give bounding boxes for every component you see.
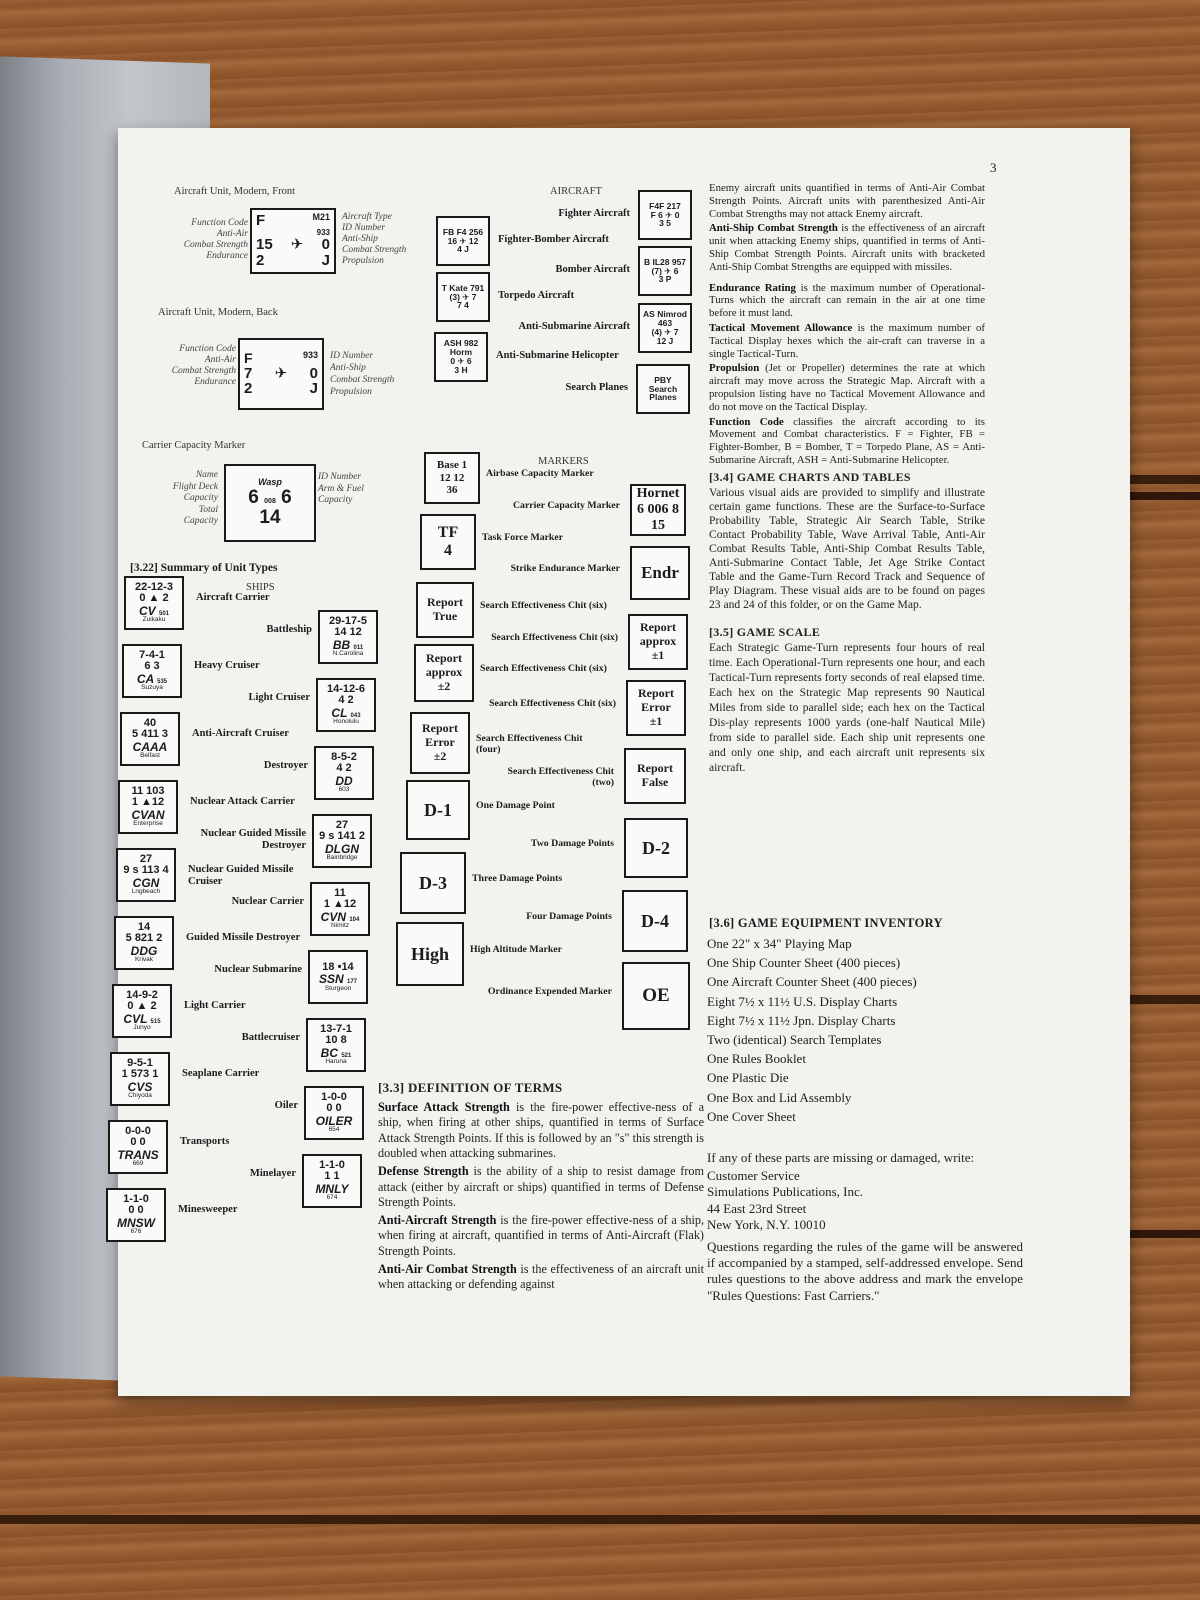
- marker-label: Four Damage Points: [526, 911, 612, 922]
- marker-label: Search Effectiveness Chit (two): [507, 766, 614, 788]
- aircraft-type-label: Search Planes: [565, 382, 628, 393]
- counter-line: N.Carolina: [332, 650, 364, 658]
- front-right-labels: Aircraft Type ID Number Anti-Ship Combat Strength Propulsion: [342, 212, 407, 266]
- marker-counter: Hornet 6 006 8 15: [630, 484, 686, 536]
- counter-line: BB 011: [332, 637, 364, 652]
- counter-line: PBY: [654, 374, 672, 385]
- counter-id: 177: [347, 979, 358, 986]
- back-diagram-title: Aircraft Unit, Modern, Back: [158, 307, 278, 318]
- ship-counter: [112, 984, 172, 1038]
- marker-label: Carrier Capacity Marker: [512, 500, 620, 511]
- front-diagram-title: Aircraft Unit, Modern, Front: [174, 186, 296, 197]
- counter-line: 12 J: [656, 335, 674, 346]
- counter-line: 1 1: [324, 1170, 340, 1183]
- counter-line: CA 535: [136, 671, 168, 686]
- counter-line: Belfast: [140, 752, 160, 760]
- counter-line: 3 H: [454, 364, 468, 375]
- counter-line: 0-0-0: [125, 1124, 151, 1137]
- counter-line: CGN: [132, 875, 160, 890]
- marker-label: Search Effectiveness Chit (four): [476, 733, 583, 755]
- carrier-right-labels: ID Number Arm & Fuel Capacity: [318, 472, 364, 505]
- marker-label: Search Effectiveness Chit (six): [489, 698, 616, 709]
- ship-type-label: Battlecruiser: [241, 1032, 300, 1043]
- counter-line: DLGN: [325, 841, 359, 856]
- counter-line: 22-12-3: [135, 580, 173, 593]
- back-left-labels: Function Code Anti-Air Combat Strength Endurance: [171, 344, 236, 387]
- counter-id: 515: [150, 1018, 161, 1025]
- counter-line: ASH 982 Horm: [443, 338, 479, 358]
- counter-line: 0 0: [326, 1102, 342, 1115]
- inventory-heading: [3.6] GAME EQUIPMENT INVENTORY: [709, 916, 943, 930]
- counter-line: 4 2: [336, 762, 352, 775]
- ship-type-label: Aircraft Carrier: [196, 592, 270, 603]
- ship-counter: [108, 1120, 168, 1174]
- counter-line: CVS: [127, 1079, 153, 1094]
- counter-line: 0 ▲ 2: [139, 592, 169, 605]
- counter-line: 13-7-1: [320, 1022, 352, 1035]
- counter-line: 8-5-2: [331, 750, 357, 763]
- marker-label: Ordinance Expended Marker: [487, 986, 612, 997]
- counter-line: 18 •14: [322, 960, 354, 973]
- counter-line: SSN 177: [318, 972, 358, 987]
- aircraft-counter: [638, 303, 692, 353]
- back-right-labels: ID Number Anti-Ship Combat Strength Propulsion: [330, 351, 395, 397]
- counter-line: 10 8: [325, 1034, 347, 1047]
- carrier-left-labels: Name Flight Deck Capacity Total Capacity: [172, 470, 218, 526]
- counter-line: (7) ✈ 6: [651, 265, 679, 276]
- aircraft-type-label: Fighter Aircraft: [558, 208, 630, 219]
- ship-counter: [118, 780, 178, 834]
- marker-label: Task Force Marker: [482, 532, 564, 543]
- ship-counter: [122, 644, 182, 698]
- marker-label: Strike Endurance Marker: [510, 563, 620, 574]
- marker-counter: OE: [622, 962, 690, 1030]
- counter-line: 14 12: [334, 626, 362, 639]
- counter-line: Honolulu: [333, 718, 359, 726]
- ship-type-label: Destroyer: [263, 760, 308, 771]
- ship-type-label: Transports: [180, 1136, 230, 1147]
- ship-type-label: Nuclear Attack Carrier: [190, 796, 295, 807]
- ship-type-label: Heavy Cruiser: [194, 660, 260, 671]
- counter-line: 676: [130, 1228, 142, 1236]
- counter-id: 104: [349, 916, 360, 923]
- aircraft-type-label: Torpedo Aircraft: [498, 290, 575, 301]
- counter-line: 0 ✈ 6: [450, 356, 472, 366]
- carrier-counter: Wasp 6 008 6 14: [224, 464, 316, 542]
- ship-type-label: Battleship: [266, 624, 312, 635]
- counter-line: 14-12-6: [327, 682, 365, 695]
- ship-counter: [304, 1086, 364, 1140]
- counter-line: 3 P: [658, 274, 672, 285]
- counter-line: Chiyoda: [128, 1092, 152, 1100]
- counter-line: 11: [334, 886, 346, 899]
- ship-counter: [114, 916, 174, 970]
- marker-label: High Altitude Marker: [470, 944, 562, 955]
- aircraft-title: AIRCRAFT: [550, 186, 602, 197]
- contact-block: If any of these parts are missing or damaged, write: Customer Service Simulations Publications, Inc. 44 East 23rd Street New York, N.Y. 10010 Questions regarding the rules of the game will be answered if accompanied by a stamped, self-addressed envelope. Send rules questions to the above address and mark the envelope "Rules Questions: Fast Carriers.": [707, 1150, 1023, 1303]
- counter-line: DD: [335, 773, 353, 788]
- counter-line: 654: [328, 1126, 340, 1134]
- marker-label: Two Damage Points: [530, 838, 614, 849]
- counter-id: 501: [159, 610, 170, 617]
- counter-line: 669: [132, 1160, 144, 1168]
- marker-counter: D-1: [406, 780, 470, 840]
- counter-line: Lngbeach: [131, 888, 161, 896]
- counter-line: 1-1-0: [319, 1158, 345, 1171]
- counter-line: 6 3: [144, 660, 160, 673]
- plank-gap: [1120, 492, 1200, 500]
- ship-type-label: Minelayer: [249, 1168, 296, 1179]
- counter-line: 7 4: [457, 300, 469, 311]
- counter-line: Search: [648, 383, 678, 394]
- ships-title: SHIPS: [246, 582, 275, 593]
- counter-line: 40: [143, 716, 157, 729]
- counter-line: 1-0-0: [321, 1090, 347, 1103]
- ship-counter: [308, 950, 368, 1004]
- counter-line: T Kate 791: [441, 282, 485, 293]
- aircraft-type-label: Fighter-Bomber Aircraft: [498, 234, 609, 245]
- counter-line: MNSW: [117, 1215, 155, 1230]
- counter-line: Zuikaku: [142, 616, 166, 624]
- counter-line: 4 2: [338, 694, 354, 707]
- counter-line: 5 821 2: [125, 932, 163, 945]
- counter-line: 1-1-0: [123, 1192, 149, 1205]
- marker-counter: Report False: [624, 748, 686, 804]
- ship-counter: [314, 746, 374, 800]
- marker-label: Search Effectiveness Chit (six): [480, 663, 607, 674]
- aircraft-type-label: Bomber Aircraft: [555, 264, 630, 275]
- counter-line: Planes: [649, 392, 677, 403]
- carrier-marker-title: Carrier Capacity Marker: [142, 440, 246, 451]
- front-left-labels: Function Code Anti-Air Combat Strength Endurance: [183, 218, 248, 261]
- ship-counter: [316, 678, 376, 732]
- counter-line: (4) ✈ 7: [651, 327, 679, 337]
- counter-line: 27: [335, 818, 349, 831]
- counter-line: DDG: [130, 943, 158, 958]
- counter-line: (3) ✈ 7: [449, 291, 477, 302]
- counter-line: Suzuya: [141, 684, 163, 692]
- marker-counter: D-2: [624, 818, 688, 878]
- counter-line: Bainbridge: [326, 854, 358, 862]
- counter-line: 9-5-1: [127, 1056, 153, 1069]
- counter-line: MNLY: [315, 1181, 349, 1196]
- counter-id: 521: [341, 1052, 352, 1059]
- aircraft-type-label: Anti-Submarine Helicopter: [496, 350, 619, 361]
- marker-label: Search Effectiveness Chit (six): [480, 600, 607, 611]
- ship-type-label: Light Cruiser: [248, 692, 310, 703]
- ship-type-label: Anti-Aircraft Cruiser: [192, 728, 289, 739]
- front-counter: F M21 933 15 ✈ 0 2 J: [250, 208, 336, 274]
- counter-line: 0 0: [128, 1204, 144, 1217]
- aircraft-type-label: Anti-Submarine Aircraft: [518, 321, 630, 332]
- ship-counter: [116, 848, 176, 902]
- ship-type-label: Seaplane Carrier: [182, 1068, 260, 1079]
- counter-line: Junyo: [133, 1024, 151, 1032]
- page-number: 3: [990, 160, 997, 175]
- counter-line: 16 ✈ 12: [447, 235, 479, 246]
- counter-line: CVN 104: [320, 909, 360, 924]
- marker-counter: Report Error ±1: [626, 680, 686, 736]
- ship-counter: [124, 576, 184, 630]
- counter-line: F4F 217: [649, 200, 681, 211]
- marker-counter: Report approx ±1: [628, 614, 688, 670]
- counter-line: 1 573 1: [121, 1068, 159, 1081]
- marker-counter: Report Error ±2: [410, 712, 470, 774]
- plank-gap: [1120, 1230, 1200, 1238]
- ship-counter: [302, 1154, 362, 1208]
- counter-line: OILER: [315, 1113, 353, 1128]
- back-counter: F 933 7 ✈ 0 2 J: [238, 338, 324, 410]
- ship-counter: [318, 610, 378, 664]
- ship-type-label: Nuclear Guided Missile Destroyer: [200, 828, 306, 851]
- marker-label: Search Effectiveness Chit (six): [491, 632, 618, 643]
- marker-counter: Report approx ±2: [414, 644, 474, 702]
- counter-id: 043: [350, 712, 361, 719]
- marker-label: Airbase Capacity Marker: [486, 468, 594, 479]
- ship-counter: [306, 1018, 366, 1072]
- aircraft-counter: [434, 332, 488, 382]
- ship-type-label: Minesweeper: [178, 1204, 238, 1215]
- counter-line: FB F4 256: [442, 226, 484, 237]
- counter-line: 4 J: [457, 244, 469, 255]
- marker-label: One Damage Point: [476, 800, 555, 811]
- marker-counter: Base 1 12 12 36: [424, 452, 480, 504]
- marker-counter: D-4: [622, 890, 688, 952]
- markers-title: MARKERS: [538, 456, 589, 467]
- right-column-text: Enemy aircraft units quantified in terms of Anti-Air Combat Strength Points. Aircraft units with parenthesized Anti-Air Combat Strengths may not attack Enemy aircraft. Anti-Ship Combat Strength is the effectiveness of an aircraft unit when attacking Enemy ships, quantified in terms of Anti-Ship Combat Strength Points. Aircraft units with bracketed Anti-Ship Combat Strengths are equipped with missiles. Endurance Rating is the maximum number of Operational-Turns which the aircraft can remain in the air at one time before it must land. Tactical Movement Allowance is the maximum number of Tactical Display hexes which the air-craft can traverse in a single Tactical-Turn. Propulsion (Jet or Propeller) determines the rate at which aircraft may move across the Strategic Map. Aircraft with a propulsion listing have no Tactical Movement Allowance and do not move on the Tactical Display. Function Code classifies the aircraft according to its Movement and Combat characteristics. F = Fighter, FB = Fighter-Bomber, B = Bomber, T = Torpedo Plane, AS = Anti-Submarine Aircraft, ASH = Anti-Submarine Helicopter. [3.4] GAME CHARTS AND TABLES Various visual aids are provided to simplify and illustrate certain game functions. These are the Surface-to-Surface Probability Table, Strategic Air Search Table, Strike Contact Probability Table, Wave Arrival Table, Anti-Air Combat Results Table, Anti-Ship Combat Results Table, Anti-Submarine Contact Table, Jet Age Strike Contact Table and the Game-Turn Record Track and Sequence of Play Diagram. These visual aids are to be found on pages 23 and 24 of this folder, or on the Game Map. [3.5] GAME SCALE Each Strategic Game-Turn represents four hours of real time. Each Operational-Turn represents one hour, and each Tactical-Turn represents forty seconds of real elapsed time. Each hex on the Strategic Map represents 90 Nautical Miles from side to parallel side; each hex on the Tactical Dis-play represents 1000 yards (one-half Nautical Mile) from side to parallel side. Each ship unit represents one and only one ship, and each aircraft unit represents six aircraft.: [709, 182, 986, 775]
- counter-line: Nimitz: [330, 922, 350, 930]
- counter-line: CVAN: [131, 807, 165, 822]
- counter-line: 29-17-5: [329, 614, 367, 627]
- counter-line: 3 5: [659, 218, 671, 229]
- counter-line: 1 ▲12: [131, 796, 165, 809]
- ship-type-label: Nuclear Guided Missile Cruiser: [188, 864, 294, 887]
- aircraft-counter: [436, 216, 490, 266]
- counter-line: 603: [338, 786, 350, 794]
- ship-type-label: Guided Missile Destroyer: [186, 932, 301, 943]
- ship-counter: [310, 882, 370, 936]
- counter-line: 14: [137, 920, 151, 933]
- counter-line: AS Nimrod 463: [643, 309, 687, 329]
- counter-line: 5 411 3: [131, 728, 169, 741]
- aircraft-counter: [638, 190, 692, 240]
- counter-line: 11 103: [131, 784, 165, 797]
- counter-id: 535: [157, 678, 168, 685]
- counter-id: 011: [353, 644, 364, 651]
- ship-type-label: Nuclear Submarine: [214, 964, 302, 975]
- counter-line: F 6 ✈ 0: [650, 209, 680, 220]
- ship-counter: [120, 712, 180, 766]
- counter-line: 0 0: [130, 1136, 146, 1149]
- ship-type-label: Oiler: [274, 1100, 298, 1111]
- marker-counter: Report True: [416, 582, 474, 638]
- counter-line: 7-4-1: [139, 648, 165, 661]
- counter-line: 9 s 141 2: [319, 830, 365, 843]
- rulebook-page: [118, 128, 1130, 1396]
- counter-line: 0 ▲ 2: [127, 1000, 157, 1013]
- counter-line: CV 501: [138, 603, 170, 618]
- counter-line: Enterprise: [133, 820, 163, 828]
- counter-line: B IL28 957: [643, 256, 687, 267]
- aircraft-counter: [638, 246, 692, 296]
- ship-type-label: Light Carrier: [184, 1000, 246, 1011]
- counter-line: TRANS: [117, 1147, 159, 1162]
- counter-line: 14-9-2: [126, 988, 158, 1001]
- counter-line: 9 s 113 4: [123, 864, 169, 877]
- marker-label: Three Damage Points: [472, 873, 563, 884]
- marker-counter: Endr: [630, 546, 690, 600]
- ship-counter: [312, 814, 372, 868]
- counter-line: Haruna: [325, 1058, 347, 1066]
- counter-line: 27: [139, 852, 153, 865]
- marker-counter: D-3: [400, 852, 466, 914]
- aircraft-counter: [436, 272, 490, 322]
- counter-line: CVL 515: [123, 1011, 161, 1026]
- counter-line: Sturgeon: [324, 984, 352, 992]
- inventory-list: One 22" x 34" Playing Map One Ship Counter Sheet (400 pieces) One Aircraft Counter Sheet (400 pieces) Eight 7½ x 11½ U.S. Display Charts Eight 7½ x 11½ Jpn. Display Charts Two (identical) Search Templates One Rules Booklet One Plastic Die One Box and Lid Assembly One Cover Sheet: [707, 936, 917, 1124]
- ship-counter: [106, 1188, 166, 1242]
- ship-type-label: Nuclear Carrier: [231, 896, 304, 907]
- definitions-column: [3.3] DEFINITION OF TERMS Surface Attack Strength is the fire-power effective-ness of a ship, when firing at other ships, quantified in terms of Surface Attack Strength Points. If this is followed by an "s" this strength is doubled when attacking submarines. Defense Strength is the ability of a ship to resist damage from attack (either by aircraft or ships) quantified in terms of Defense Strength Points. Anti-Aircraft Strength is the fire-power effective-ness of a ship, when firing at aircraft, quantified in terms of Anti-Aircraft (Flak) Strength Points. Anti-Air Combat Strength is the effectiveness of an aircraft unit when attacking or defending against: [378, 1080, 704, 1292]
- counter-line: CL 043: [331, 705, 361, 720]
- marker-counter: High: [396, 922, 464, 986]
- summary-title: [3.22] Summary of Unit Types: [130, 562, 278, 574]
- aircraft-counter: [636, 364, 690, 414]
- counter-line: CAAA: [132, 739, 168, 754]
- counter-line: 1 ▲12: [323, 898, 357, 911]
- marker-counter: TF 4: [420, 514, 476, 570]
- counter-line: Krivak: [134, 956, 154, 964]
- counter-line: 674: [326, 1194, 338, 1202]
- ship-counter: [110, 1052, 170, 1106]
- counter-line: BC 521: [320, 1045, 352, 1060]
